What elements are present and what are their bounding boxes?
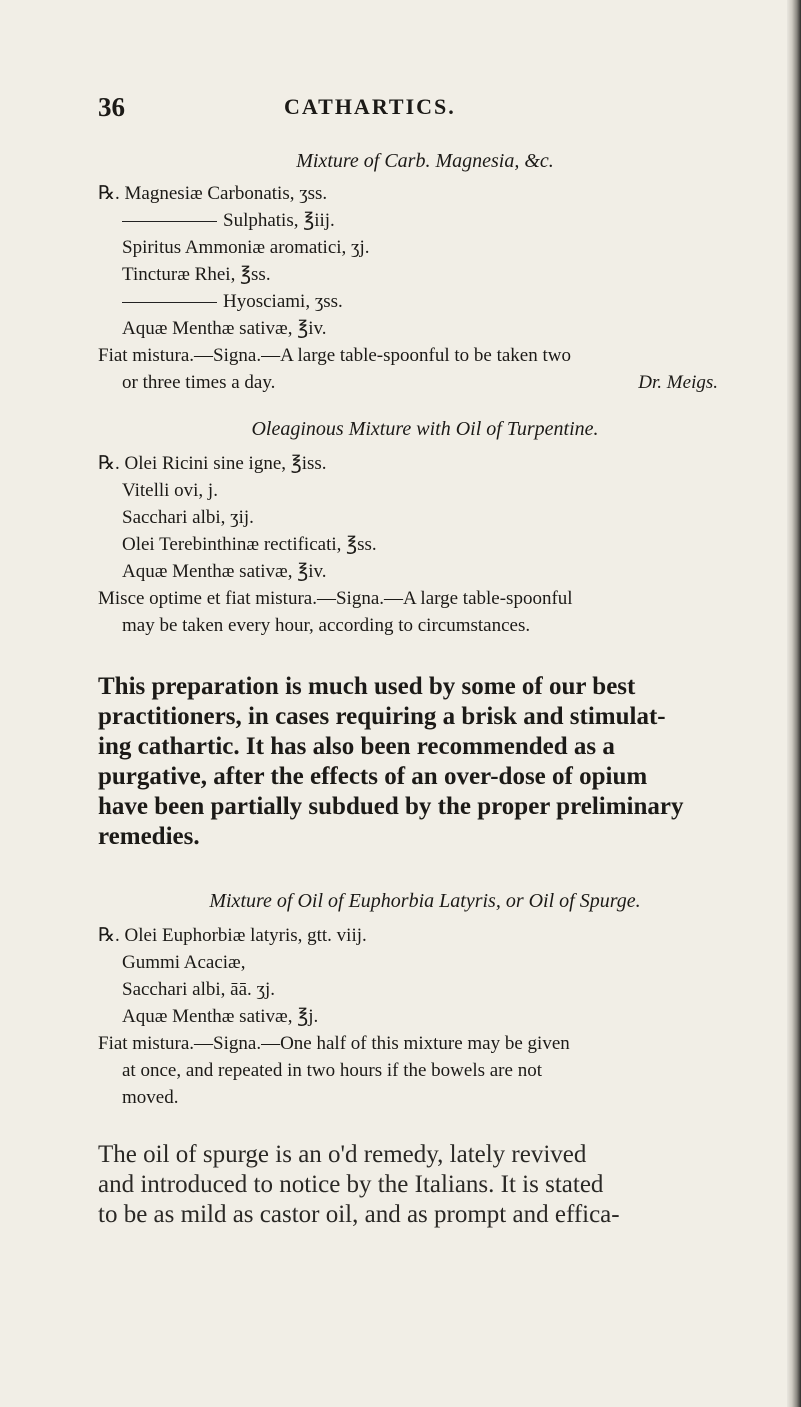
recipe-title: Mixture of Oil of Euphorbia Latyris, or Oil of Spurge.: [209, 890, 641, 912]
ingredient-line: Hyosciami, ʒss.: [98, 288, 726, 315]
signa-line: Fiat mistura.—Signa.—A large table-spoonful to be taken two: [98, 345, 571, 366]
recipe-turpentine-body: [98, 450, 726, 639]
paragraph-line: practitioners, in cases requiring a brisk and stimulat-: [98, 703, 666, 730]
author-credit: Dr. Meigs.: [638, 372, 718, 393]
ingredient-line: ℞. Magnesiæ Carbonatis, ʒss.: [98, 183, 328, 204]
signa-line: may be taken every hour, according to circumstances.: [122, 615, 531, 636]
ingredient-line: Aquæ Menthæ sativæ, ℥j.: [122, 1006, 319, 1027]
recipe-title: Oleaginous Mixture with Oil of Turpentine.: [251, 418, 599, 440]
signa-line: or three times a day. Dr. Meigs.: [98, 369, 726, 396]
paragraph-line: remedies.: [98, 823, 200, 850]
recipe-magnesia-body: [98, 180, 726, 396]
ingredient-line: Aquæ Menthæ sativæ, ℥iv.: [122, 561, 327, 582]
recipe-turpentine: [125, 418, 725, 441]
ingredient-line: Aquæ Menthæ sativæ, ℥iv.: [122, 318, 327, 339]
paragraph-line: This preparation is much used by some of our best: [98, 673, 636, 700]
signa-line: at once, and repeated in two hours if the bowels are not: [122, 1060, 542, 1081]
body-paragraph: [98, 672, 726, 852]
ingredient-line: Sacchari albi, ʒij.: [122, 507, 254, 528]
paragraph-line: and introduced to notice by the Italians. It is stated: [98, 1171, 604, 1198]
ingredient-line: Spiritus Ammoniæ aromatici, ʒj.: [122, 237, 370, 258]
ingredient-line: ℞. Olei Ricini sine igne, ℥iss.: [98, 453, 327, 474]
ditto-dash: [122, 221, 217, 222]
recipe-magnesia: [125, 150, 725, 173]
signa-line: moved.: [122, 1087, 179, 1108]
paragraph-line: to be as mild as castor oil, and as prompt and effica-: [98, 1201, 620, 1228]
recipe-title: Mixture of Carb. Magnesia, &c.: [296, 150, 554, 172]
paragraph-line: have been partially subdued by the proper preliminary: [98, 793, 684, 820]
paragraph-line: purgative, after the effects of an over-dose of opium: [98, 763, 648, 790]
page-edge-shadow: [787, 0, 801, 1407]
ingredient-line: Vitelli ovi, j.: [122, 480, 218, 501]
paragraph-line: The oil of spurge is an o'd remedy, lately revived: [98, 1141, 587, 1168]
running-head: CATHARTICS.: [284, 94, 456, 119]
body-paragraph: [98, 1140, 726, 1230]
ditto-dash: [122, 302, 217, 303]
paragraph-line: ing cathartic. It has also been recommended as a: [98, 733, 615, 760]
ingredient-line: Gummi Acaciæ,: [122, 952, 246, 973]
page-number: 36: [98, 92, 125, 122]
recipe-spurge-body: [98, 922, 726, 1111]
ingredient-line: Olei Terebinthinæ rectificati, ℥ss.: [122, 534, 377, 555]
recipe-spurge: [125, 890, 725, 913]
signa-line: Misce optime et fiat mistura.—Signa.—A large table-spoonful: [98, 588, 573, 609]
signa-line: Fiat mistura.—Signa.—One half of this mixture may be given: [98, 1033, 570, 1054]
page-header: [98, 92, 718, 122]
ingredient-line: ℞. Olei Euphorbiæ latyris, gtt. viij.: [98, 925, 367, 946]
ingredient-line: Tincturæ Rhei, ℥ss.: [122, 264, 271, 285]
ingredient-line: Sulphatis, ℥iij.: [98, 207, 726, 234]
ingredient-line: Sacchari albi, āā. ʒj.: [122, 979, 275, 1000]
